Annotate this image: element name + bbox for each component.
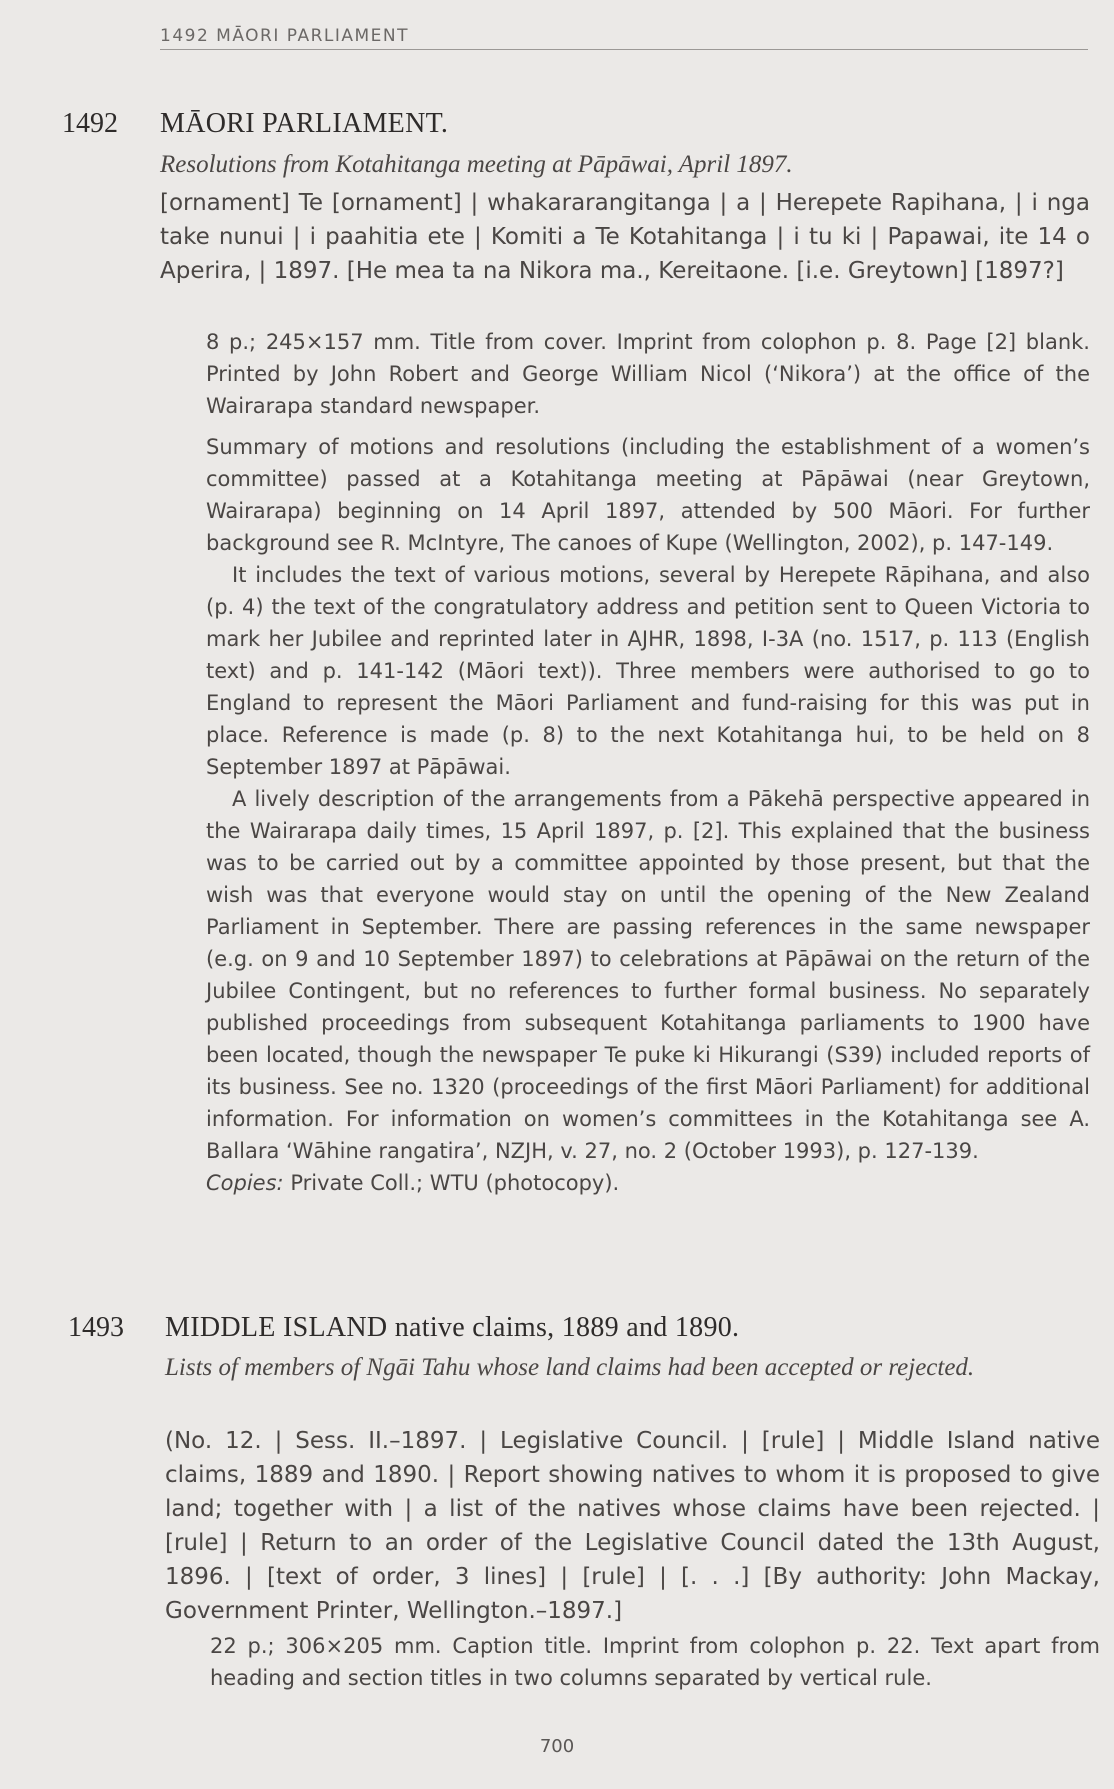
title-transcription: (No. 12. | Sess. II.–1897. | Legislative Council. | [rule] | Middle Island native claims, 1889 and 1890. | Report showing natives to whom it is proposed to give land; together with | a list of the natives whose claims have been rejected. | [rule] | Return to an order of the Legislative Council dated the 13th August, 1896. | [text of order, 3 lines] | [rule] | [. . .] [By authority: John Mackay, Government Printer, Wellington.–1897.] bbox=[165, 1428, 1100, 1624]
entry-notes bbox=[210, 1630, 1100, 1694]
physical-description: 22 p.; 306×205 mm. Caption title. Imprint from colophon p. 22. Text apart from heading and section titles in two columns separated by vertical rule. bbox=[210, 1634, 1100, 1690]
entry-notes bbox=[206, 326, 1090, 1199]
entry-number: 1493 bbox=[68, 1312, 124, 1343]
entry-heading: MĀORI PARLIAMENT. bbox=[160, 108, 449, 139]
copies-value: Private Coll.; WTU (photocopy). bbox=[290, 1171, 620, 1195]
entry-subtitle: Resolutions from Kotahitanga meeting at Pāpāwai, April 1897. bbox=[160, 151, 793, 178]
copies-line bbox=[206, 1167, 1090, 1199]
entry-number: 1492 bbox=[62, 108, 118, 139]
background-paragraph: A lively description of the arrangements from a Pākehā perspective appeared in the Wairarapa daily times, 15 April 1897, p. [2]. This explained that the business was to be carried out by a committee appointed by those present, but that the wish was that everyone would stay on until the opening of the New Zealand Parliament in September. There are passing references in the same newspaper (e.g. on 9 and 10 September 1897) to celebrations at Pāpāwai on the return of the Jubilee Contingent, but no references to further formal business. No separately published proceedings from subsequent Kotahitanga parliaments to 1900 have been located, though the newspaper Te puke ki Hikurangi (S39) included reports of its business. See no. 1320 (proceedings of the first Māori Parliament) for additional information. For information on women’s committees in the Kotahitanga see A. Ballara ‘Wāhine rangatira’, NZJH, v. 27, no. 2 (October 1993), p. 127-139. bbox=[206, 787, 1090, 1163]
title-transcription: [ornament] Te [ornament] | whakararangitanga | a | Herepete Rapihana, | i nga take nunui | i paahitia ete | Komiti a Te Kotahitanga | i tu ki | Papawai, ite 14 o Aperira, | 1897. [He mea ta na Nikora ma., Kereitaone. [i.e. Greytown] [1897?] bbox=[160, 190, 1090, 284]
entry-subtitle: Lists of members of Ngāi Tahu whose land claims had been accepted or rejected. bbox=[165, 1354, 975, 1381]
physical-description: 8 p.; 245×157 mm. Title from cover. Imprint from colophon p. 8. Page [2] blank. Printed by John Robert and George William Nicol (‘Nikora’) at the office of the Wairarapa standard newspaper. bbox=[206, 330, 1090, 418]
running-head: 1492 MĀORI PARLIAMENT bbox=[160, 26, 1088, 50]
copies-label: Copies: bbox=[206, 1171, 284, 1195]
summary-paragraph: Summary of motions and resolutions (including the establishment of a women’s committee) passed at a Kotahitanga meeting at Pāpāwai (near Greytown, Wairarapa) beginning on 14 April 1897, attended by 500 Māori. For further background see R. McIntyre, The canoes of Kupe (Wellington, 2002), p. 147-149. bbox=[206, 435, 1090, 555]
contents-paragraph: It includes the text of various motions, several by Herepete Rāpihana, and also (p. 4) the text of the congratulatory address and petition sent to Queen Victoria to mark her Jubilee and reprinted later in AJHR, 1898, I-3A (no. 1517, p. 113 (English text) and p. 141-142 (Māori text)). Three members were authorised to go to England to represent the Māori Parliament and fund-raising for this was put in place. Reference is made (p. 8) to the next Kotahitanga hui, to be held on 8 September 1897 at Pāpāwai. bbox=[206, 563, 1090, 779]
page-number: 700 bbox=[539, 1736, 575, 1757]
entry-heading: MIDDLE ISLAND native claims, 1889 and 1890. bbox=[165, 1312, 740, 1343]
